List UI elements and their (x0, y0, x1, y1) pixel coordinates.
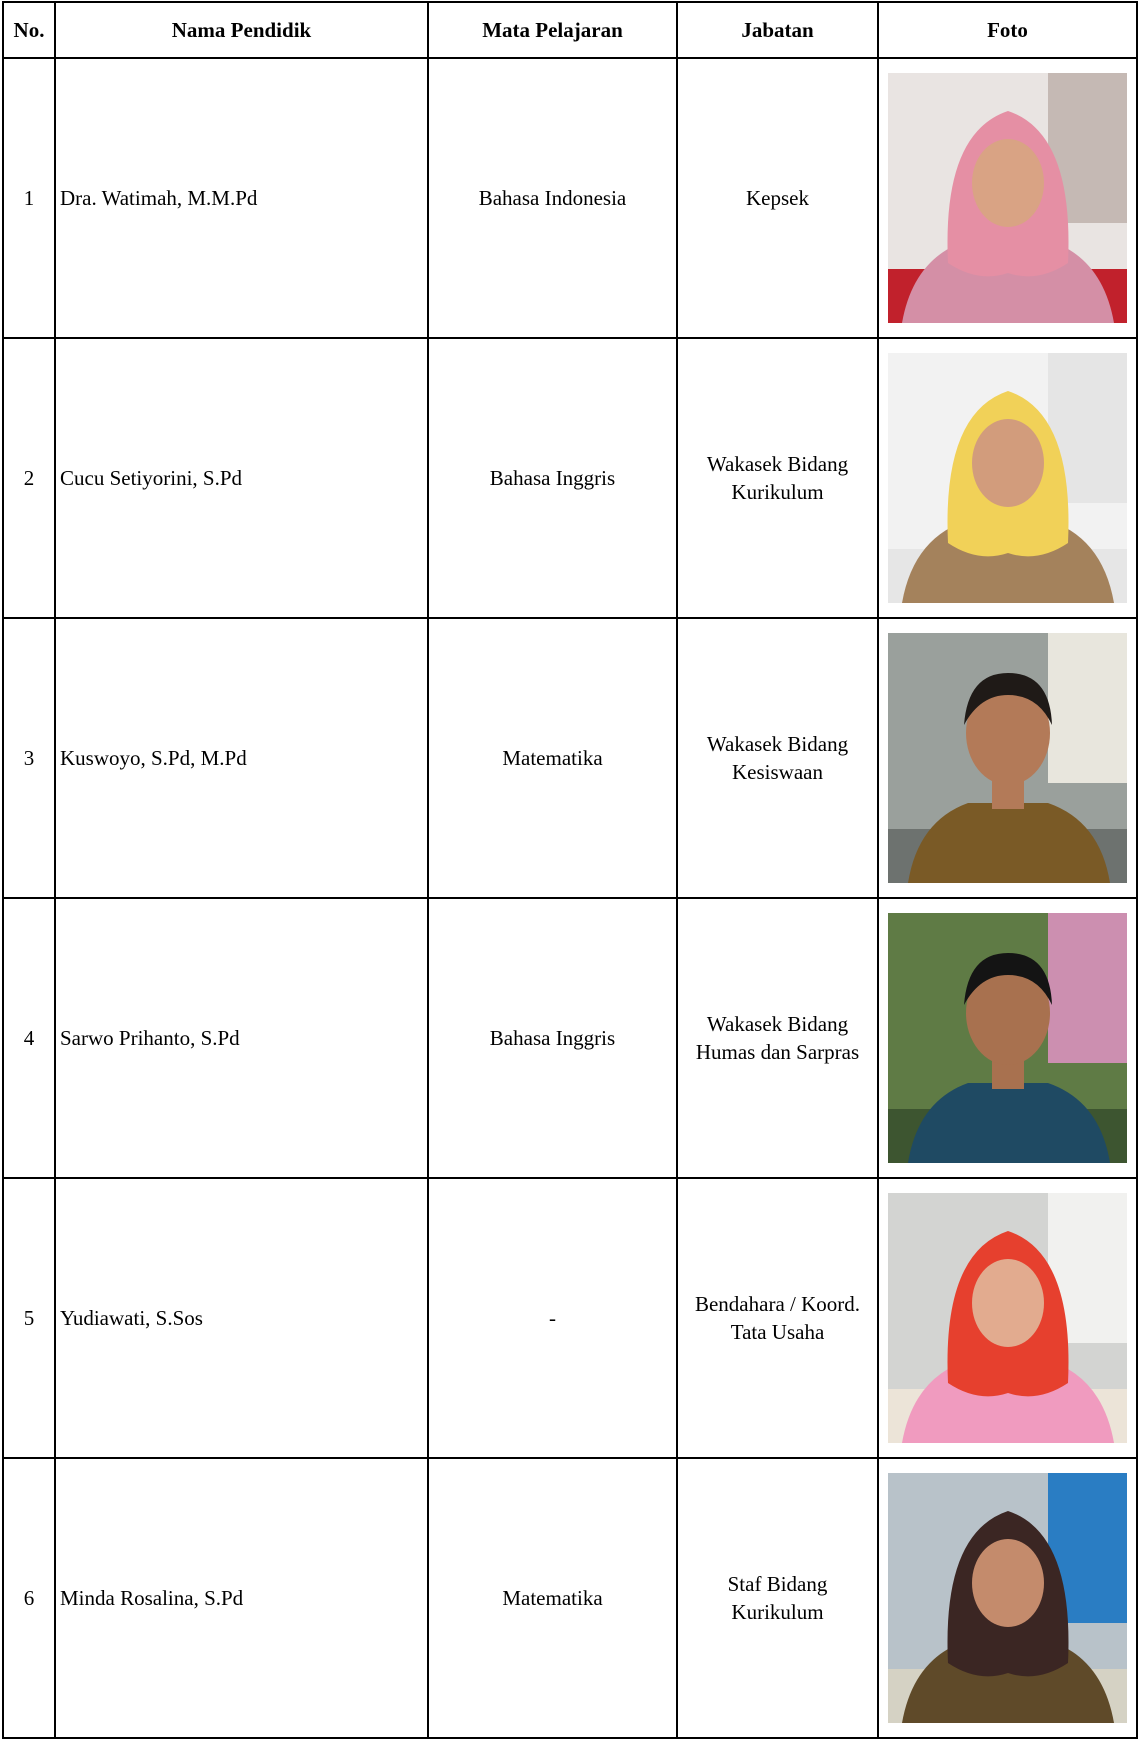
photo-image (888, 353, 1127, 603)
teacher-name: Sarwo Prihanto, S.Pd (55, 898, 428, 1178)
row-number: 4 (3, 898, 55, 1178)
teacher-photo (888, 1473, 1127, 1723)
photo-image (888, 633, 1127, 883)
table-row (3, 338, 1137, 618)
header-no: No. (3, 2, 55, 58)
subject: Matematika (428, 1458, 677, 1738)
position (677, 898, 878, 1178)
photo-image (888, 73, 1127, 323)
position-line: Staf Bidang (727, 1572, 828, 1596)
subject: Matematika (428, 618, 677, 898)
photo-cell (878, 1178, 1137, 1458)
position (677, 58, 878, 338)
teacher-photo (888, 1193, 1127, 1443)
position-line: Bendahara / Koord. (694, 1292, 861, 1316)
photo-cell (878, 898, 1137, 1178)
subject: Bahasa Inggris (428, 898, 677, 1178)
position (677, 1458, 878, 1738)
row-number: 2 (3, 338, 55, 618)
header-position: Jabatan (677, 2, 878, 58)
position (677, 1178, 878, 1458)
teacher-photo (888, 633, 1127, 883)
table-row (3, 1458, 1137, 1738)
position-line: Wakasek Bidang (706, 1012, 849, 1036)
position-line: Humas dan Sarpras (695, 1040, 860, 1064)
staff-table (2, 1, 1138, 1739)
header-name: Nama Pendidik (55, 2, 428, 58)
teacher-photo (888, 913, 1127, 1163)
position (677, 618, 878, 898)
row-number: 5 (3, 1178, 55, 1458)
photo-cell (878, 618, 1137, 898)
position-line: Kurikulum (731, 480, 824, 504)
subject: - (428, 1178, 677, 1458)
photo-cell (878, 1458, 1137, 1738)
subject: Bahasa Inggris (428, 338, 677, 618)
row-number: 1 (3, 58, 55, 338)
position-line: Wakasek Bidang (706, 452, 849, 476)
table-row (3, 58, 1137, 338)
table-row (3, 898, 1137, 1178)
photo-cell (878, 338, 1137, 618)
photo-cell (878, 58, 1137, 338)
position-line: Kesiswaan (732, 760, 823, 784)
teacher-name: Yudiawati, S.Sos (55, 1178, 428, 1458)
header-photo: Foto (878, 2, 1137, 58)
position-line: Kepsek (746, 186, 809, 210)
row-number: 3 (3, 618, 55, 898)
subject: Bahasa Indonesia (428, 58, 677, 338)
teacher-name: Kuswoyo, S.Pd, M.Pd (55, 618, 428, 898)
photo-image (888, 913, 1127, 1163)
teacher-photo (888, 73, 1127, 323)
teacher-name: Cucu Setiyorini, S.Pd (55, 338, 428, 618)
table-row (3, 1178, 1137, 1458)
teacher-name: Dra. Watimah, M.M.Pd (55, 58, 428, 338)
position-line: Kurikulum (731, 1600, 824, 1624)
photo-image (888, 1193, 1127, 1443)
photo-image (888, 1473, 1127, 1723)
teacher-name: Minda Rosalina, S.Pd (55, 1458, 428, 1738)
table-header-row (3, 2, 1137, 58)
position-line: Tata Usaha (730, 1320, 825, 1344)
teacher-photo (888, 353, 1127, 603)
row-number: 6 (3, 1458, 55, 1738)
table-row (3, 618, 1137, 898)
position (677, 338, 878, 618)
position-line: Wakasek Bidang (706, 732, 849, 756)
header-subject: Mata Pelajaran (428, 2, 677, 58)
